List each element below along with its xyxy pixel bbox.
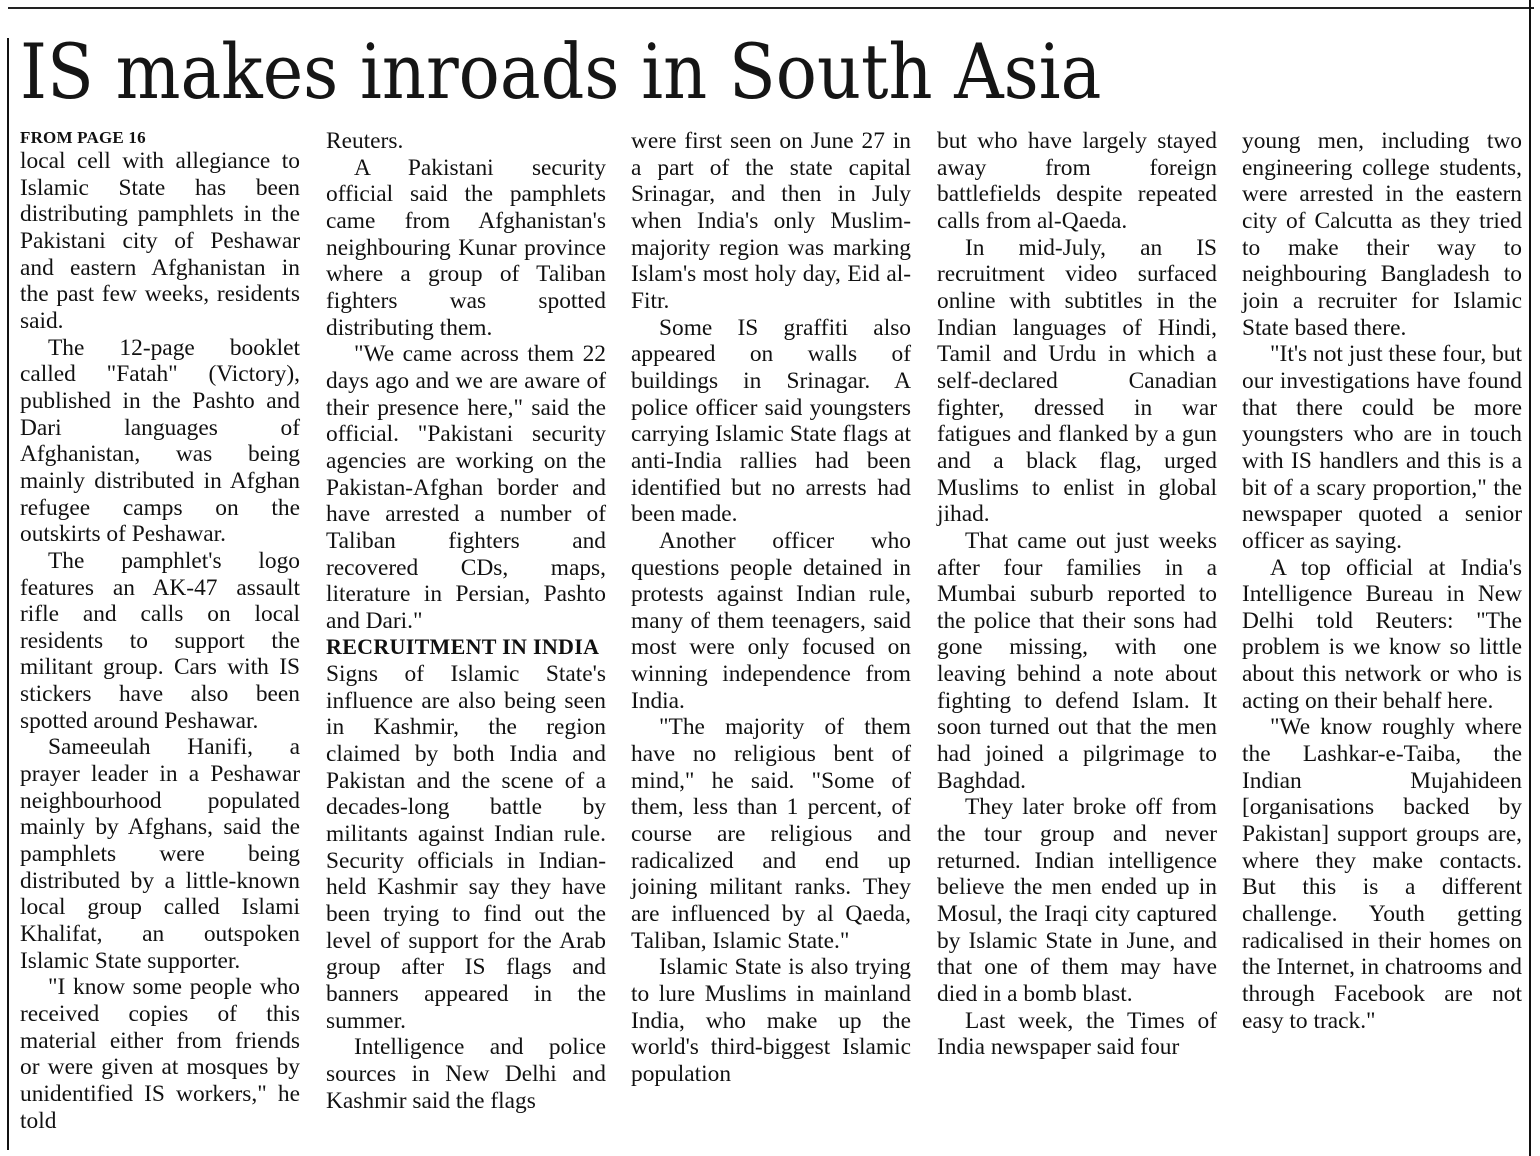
subheading: RECRUITMENT IN INDIA bbox=[326, 634, 600, 660]
continued-from-label: FROM PAGE 16 bbox=[20, 128, 146, 147]
paragraph: "We know roughly where the Lashkar-e-Taiba, the Indian Mujahideen [organisations backed by Pakistan] support groups are, where they make contacts. But this is a different challenge. Youth getting radicalised in their homes on the Internet, in chatrooms and through Facebook are not easy to track." bbox=[1242, 714, 1522, 1034]
article-column-3 bbox=[631, 128, 911, 1088]
paragraph: local cell with allegiance to Islamic State has been distributing pamphlets in the Pakistani city of Peshawar and eastern Afghanistan in the past few weeks, residents said. bbox=[20, 148, 300, 334]
paragraph: "It's not just these four, but our investigations have found that there could be more youngsters who are in touch with IS handlers and this is a bit of a scary proportion," the newspaper quoted a senior officer as saying. bbox=[1242, 341, 1522, 554]
paragraph: Some IS graffiti also appeared on walls of buildings in Srinagar. A police officer said youngsters carrying Islamic State flags at anti-India rallies had been identified but no arrests had been made. bbox=[631, 314, 911, 528]
paragraph: "The majority of them have no religious bent of mind," he said. "Some of them, less than 1 percent, of course are religious and radicalized and end up joining militant ranks. They are influenced by al Qaeda, Taliban, Islamic State." bbox=[631, 714, 911, 954]
article-column-2 bbox=[326, 128, 606, 1114]
paragraph: A top official at India's Intelligence Bureau in New Delhi told Reuters: "The problem is we know so little about this network or who is acting on their behalf here. bbox=[1242, 554, 1522, 714]
paragraph: A Pakistani security official said the pamphlets came from Afghanistan's neighbouring Kunar province where a group of Taliban fighters was spotted distributing them. bbox=[326, 154, 606, 341]
paragraph: Intelligence and police sources in New Delhi and Kashmir said the flags bbox=[326, 1034, 606, 1114]
paragraph: That came out just weeks after four families in a Mumbai suburb reported to the police that their sons had gone missing, with one leaving behind a note about fighting to defend Islam. It soon turned out that the men had joined a pilgrimage to Baghdad. bbox=[937, 527, 1217, 794]
paragraph: "I know some people who received copies of this material either from friends or were given at mosques by unidentified IS workers," he told bbox=[20, 974, 300, 1134]
right-rule bbox=[1529, 0, 1531, 1156]
paragraph: but who have largely stayed away from foreign battlefields despite repeated calls from al-Qaeda. bbox=[937, 128, 1217, 234]
headline: IS makes inroads in South Asia bbox=[20, 27, 1102, 116]
paragraph: "We came across them 22 days ago and we are aware of their presence here," said the official. "Pakistani security agencies are working on the Pakistan-Afghan border and have arrested a number of Taliban fighters and recovered CDs, maps, literature in Persian, Pashto and Dari." bbox=[326, 341, 606, 634]
paragraph: Last week, the Times of India newspaper said four bbox=[937, 1007, 1217, 1061]
paragraph: In mid-July, an IS recruitment video surfaced online with subtitles in the Indian languages of Hindi, Tamil and Urdu in which a self-declared Canadian fighter, dressed in war fatigues and flanked by a gun and a black flag, urged Muslims to enlist in global jihad. bbox=[937, 234, 1217, 528]
top-rule bbox=[8, 7, 1534, 9]
paragraph: Islamic State is also trying to lure Muslims in mainland India, who make up the world's third-biggest Islamic population bbox=[631, 954, 911, 1087]
paragraph: Sameeulah Hanifi, a prayer leader in a Peshawar neighbourhood populated mainly by Afghans, said the pamphlets were being distributed by a little-known local group called Islami Khalifat, an outspoken Islamic State supporter. bbox=[20, 734, 300, 974]
paragraph: Another officer who questions people detained in protests against Indian rule, many of them teenagers, said most were only focused on winning independence from India. bbox=[631, 527, 911, 714]
paragraph: were first seen on June 27 in a part of the state capital Srinagar, and then in July when India's only Muslim-majority region was marking Islam's most holy day, Eid al-Fitr. bbox=[631, 128, 911, 314]
paragraph: young men, including two engineering college students, were arrested in the eastern city of Calcutta as they tried to make their way to neighbouring Bangladesh to join a recruiter for Islamic State based there. bbox=[1242, 128, 1522, 341]
paragraph: Signs of Islamic State's influence are also being seen in Kashmir, the region claimed by both India and Pakistan and the scene of a decades-long battle by militants against Indian rule. Security officials in Indian-held Kashmir say they have been trying to find out the level of support for the Arab group after IS flags and banners appeared in the summer. bbox=[326, 661, 606, 1034]
left-rule bbox=[7, 38, 9, 1150]
article-column-1 bbox=[20, 128, 300, 1134]
paragraph: The 12-page booklet called "Fatah" (Victory), published in the Pashto and Dari languages of Afghanistan, was being mainly distributed in Afghan refugee camps on the outskirts of Peshawar. bbox=[20, 334, 300, 548]
paragraph: They later broke off from the tour group and never returned. Indian intelligence believe the men ended up in Mosul, the Iraqi city captured by Islamic State in June, and that one of them may have died in a bomb blast. bbox=[937, 794, 1217, 1007]
paragraph: Reuters. bbox=[326, 128, 404, 154]
article-column-5 bbox=[1242, 128, 1522, 1034]
paragraph: The pamphlet's logo features an AK-47 assault rifle and calls on local residents to support the militant group. Cars with IS stickers have also been spotted around Peshawar. bbox=[20, 547, 300, 734]
article-column-4 bbox=[937, 128, 1217, 1061]
